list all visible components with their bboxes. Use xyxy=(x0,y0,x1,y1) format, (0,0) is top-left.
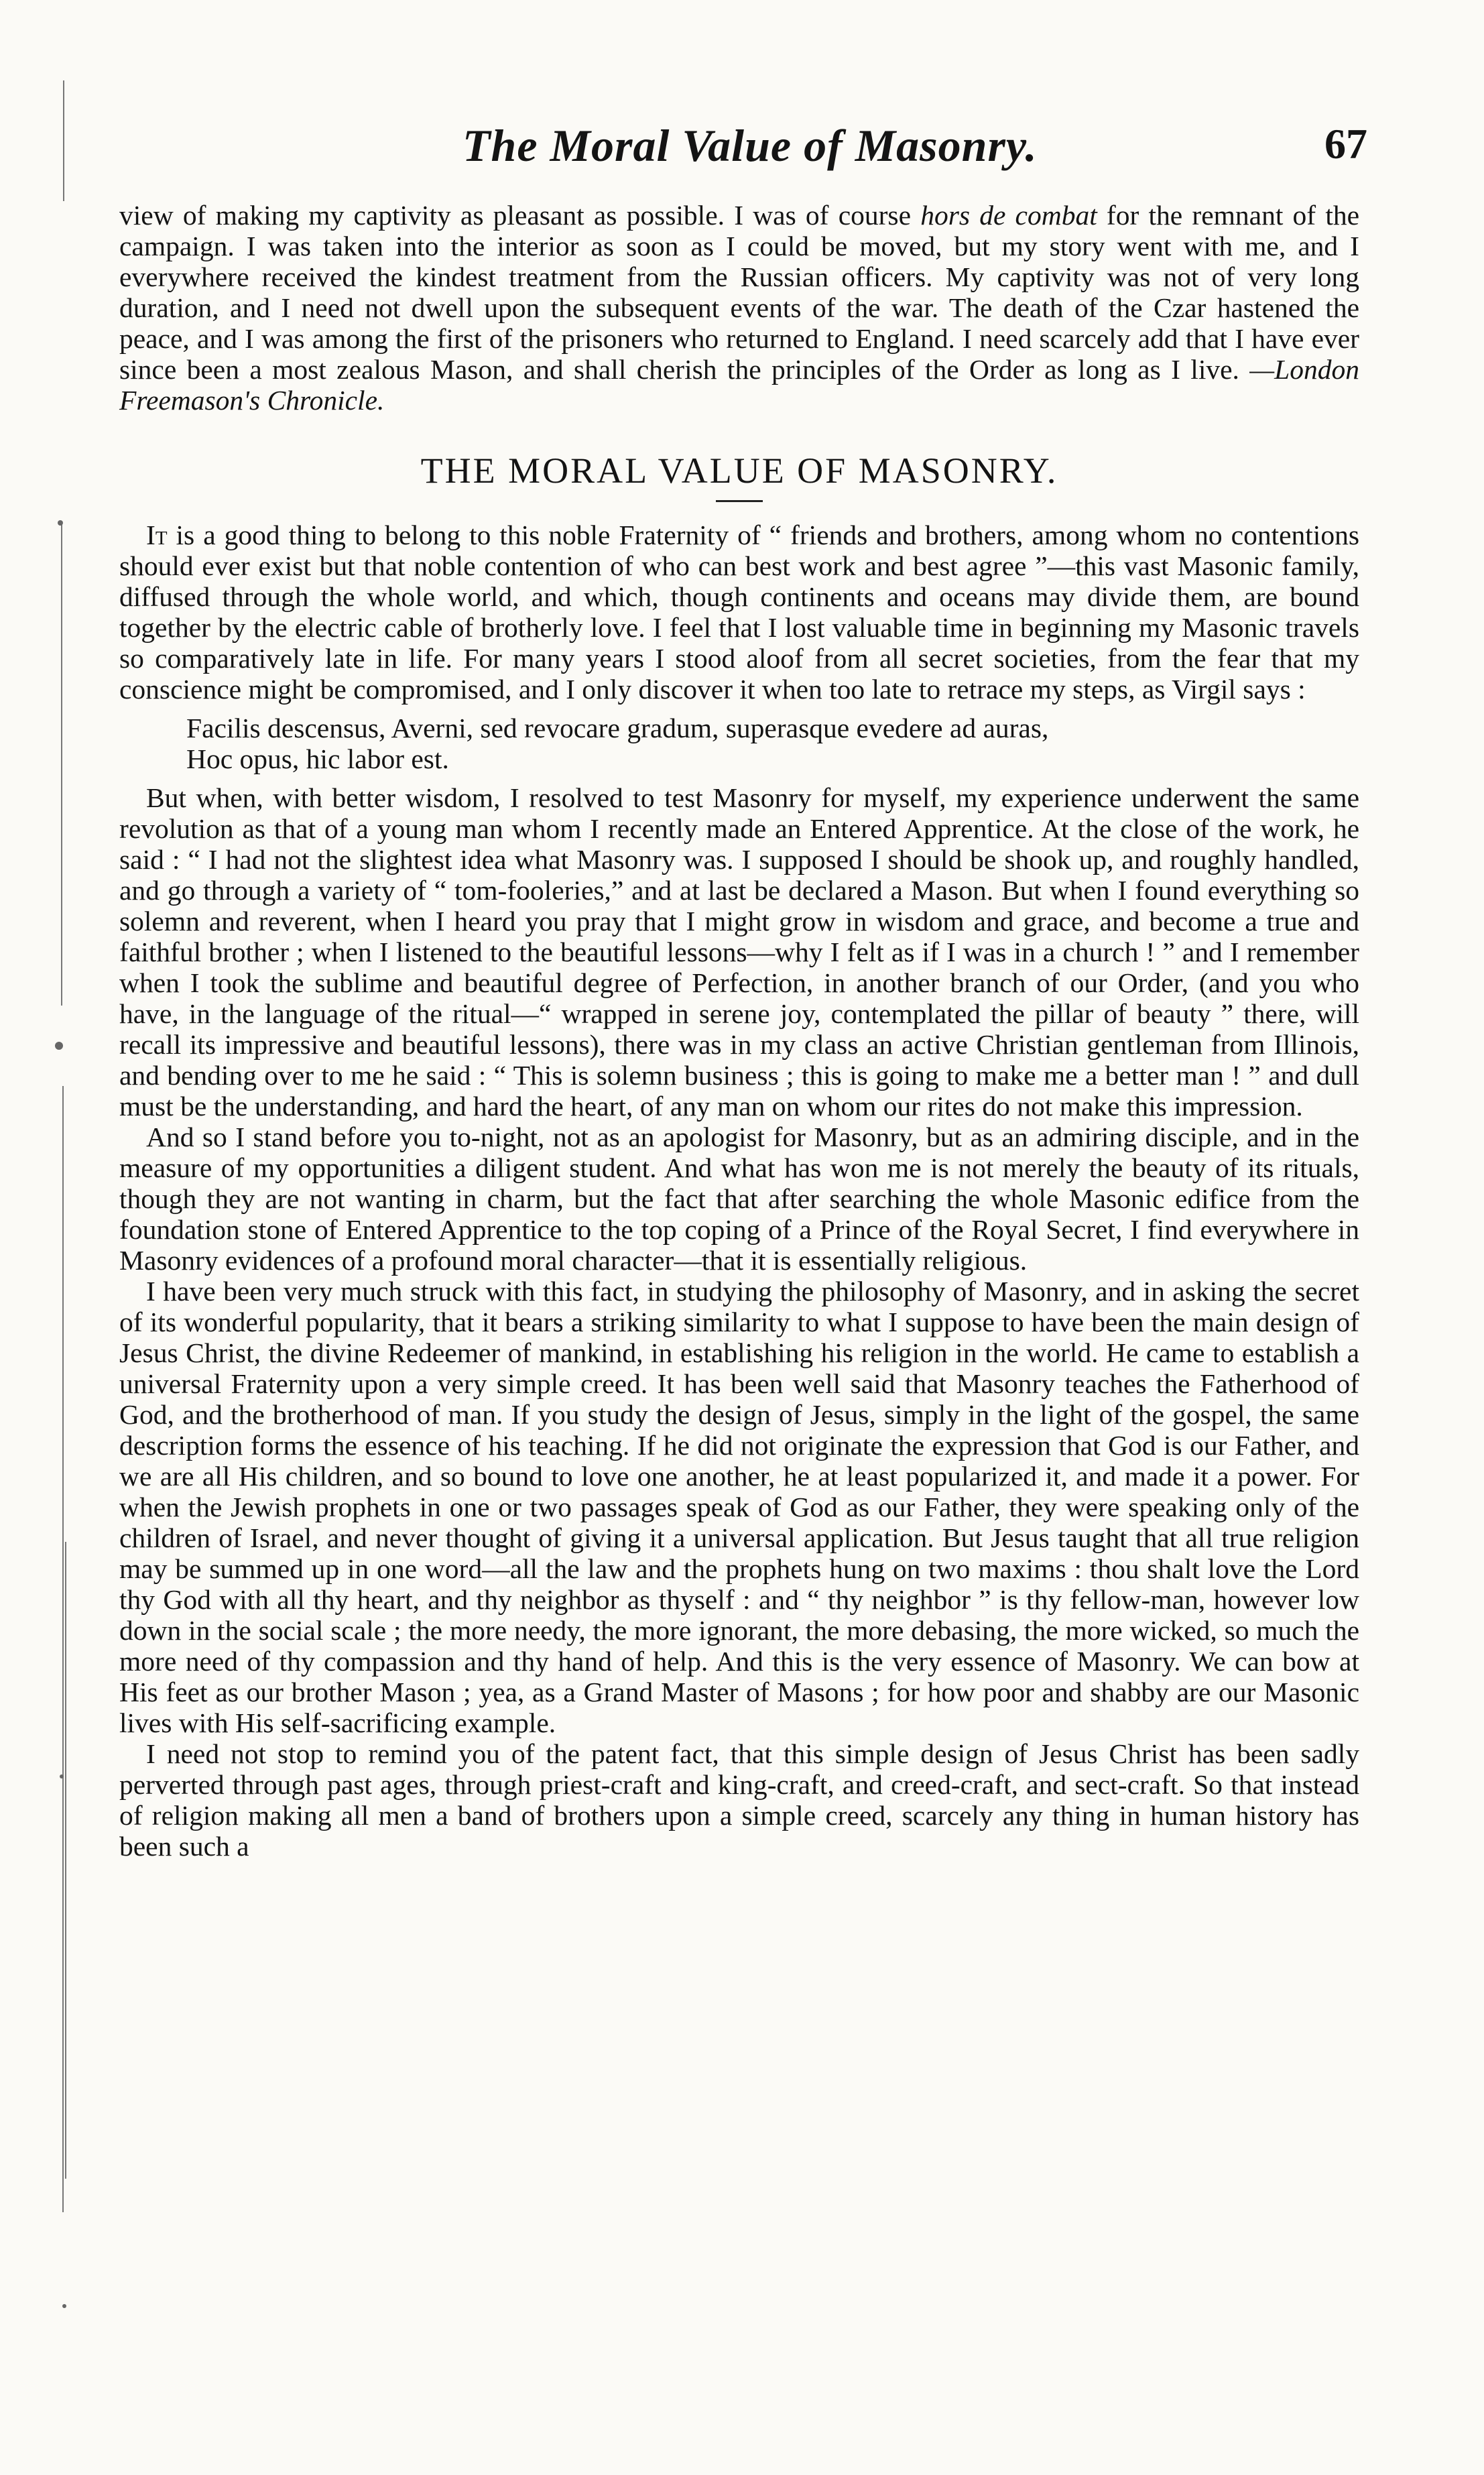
article-paragraph-3: And so I stand before you to-night, not as an apologist for Masonry, but as an admiring disciple, and in the measure of my opportunities a diligent student. And what has won me is not merely the beauty of its rituals, though they are not wanting in charm, but the fact that after searching the whole Masonic edifice from the foundation stone of Entered Apprentice to the top coping of a Prince of the Royal Secret, I find everywhere in Masonry evidences of a profound moral character—that it is essentially religious. xyxy=(119,1122,1359,1276)
article-paragraph-4: I have been very much struck with this fact, in studying the philosophy of Masonry, and in asking the secret of its wonderful popularity, that it bears a striking similarity to what I suppose to have been the main design of Jesus Christ, the divine Redeemer of mankind, in establishing his religion in the world. He came to establish a universal Fraternity upon a very simple creed. It has been well said that Masonry teaches the Fatherhood of God, and the brotherhood of man. If you study the design of Jesus, simply in the light of the gospel, the same description forms the essence of his teaching. If he did not originate the expression that God is our Father, and we are all His children, and so bound to love one another, he at least popularized it, and made it a power. For when the Jewish prophets in one or two passages speak of God as our Father, they were speaking only of the children of Israel, and never thought of giving it a universal application. But Jesus taught that all true religion may be summed up in one word—all the law and the prophets hung on two maxims : thou shalt love the Lord thy God with all thy heart, and thy neighbor as thyself : and “ thy neighbor ” is thy fellow-man, however low down in the social scale ; the more needy, the more ignorant, the more debasing, the more wicked, so much the more need of thy compassion and thy hand of help. And this is the very essence of Masonry. We can bow at His feet as our brother Mason ; yea, as a Grand Master of Masons ; for how poor and shabby are our Masonic lives with His self-sacrificing example. xyxy=(119,1276,1359,1738)
paragraph-1-text: is a good thing to belong to this noble Fraternity of “ friends and brothers, among whom no contentions should ever exist but that noble contention of who can best work and best agree ”—this vast Masonic family, diffused through the whole world, and which, though continents and oceans may divide them, are bound together by the electric cable of brotherly love. I feel that I lost valuable time in beginning my Masonic travels so comparatively late in life. For many years I stood aloof from all secret societies, from the fear that my conscience might be compromised, and I only discover it when too late to retrace my steps, as Virgil says : xyxy=(119,520,1359,705)
article-paragraph-2: But when, with better wisdom, I resolved to test Masonry for myself, my experience underwent the same revolution as that of a young man whom I recently made an Entered Apprentice. At the close of the work, he said : “ I had not the slightest idea what Masonry was. I supposed I should be shook up, and roughly handled, and go through a variety of “ tom-fooleries,” and at last be declared a Mason. But when I found everything so solemn and reverent, when I heard you pray that I might grow in wisdom and grace, and become a true and faithful brother ; when I listened to the beautiful lessons—why I felt as if I was in a church ! ” and I remember when I took the sublime and beautiful degree of Perfection, in another branch of our Order, (and you who have, in the language of the ritual—“ wrapped in serene joy, contemplated the pillar of beauty ” there, will recall its impressive and beautiful lessons), there was in my class an active Christian gentleman from Illinois, and bending over to me he said : “ This is solemn business ; this is going to make me a better man ! ” and dull must be the understanding, and hard the heart, of any man on whom our rites do not make this impression. xyxy=(119,782,1359,1122)
title-rule xyxy=(716,500,763,502)
opening-word: It xyxy=(146,520,168,550)
page-body xyxy=(119,200,1359,1862)
article-title: THE MORAL VALUE OF MASONRY. xyxy=(420,450,1058,491)
source-attribution: —London Freemason's Chronicle. xyxy=(119,354,1360,416)
previous-paragraph-text-continued: for the remnant of the campaign. I was taken into the interior as soon as I could be moved, but my story went with me, and I everywhere received the kindest treatment from the Russian officers. My captivity was not of very long duration, and I need not dwell upon the subsequent events of the war. The death of the Czar hastened the peace, and I was among the first of the prisoners who returned to England. I need scarcely add that I have ever since been a most zealous Mason, and shall cherish the principles of the Order as long as I live. xyxy=(119,200,1360,385)
verse-line-1: Facilis descensus, Averni, sed revocare gradum, superasque evedere ad auras, xyxy=(186,713,1049,743)
verse-line-2: Hoc opus, hic labor est. xyxy=(186,743,449,774)
page-number: 67 xyxy=(1324,120,1367,168)
previous-paragraph-text: view of making my captivity as pleasant as possible. I was of course xyxy=(119,200,921,231)
page-header xyxy=(114,119,1367,193)
latin-quotation xyxy=(186,713,1359,774)
previous-article-paragraph xyxy=(119,200,1359,416)
running-title: The Moral Value of Masonry. xyxy=(462,120,1038,171)
article-paragraph-1 xyxy=(119,520,1359,705)
article-paragraph-5: I need not stop to remind you of the patent fact, that this simple design of Jesus Christ has been sadly perverted through past ages, through priest-craft and king-craft, and creed-craft, and sect-craft. So that instead of religion making all men a band of brothers upon a simple creed, scarcely any thing in human history has been such a xyxy=(119,1738,1359,1862)
italic-phrase: hors de combat xyxy=(920,200,1097,231)
scan-gutter-marks xyxy=(0,0,80,2475)
